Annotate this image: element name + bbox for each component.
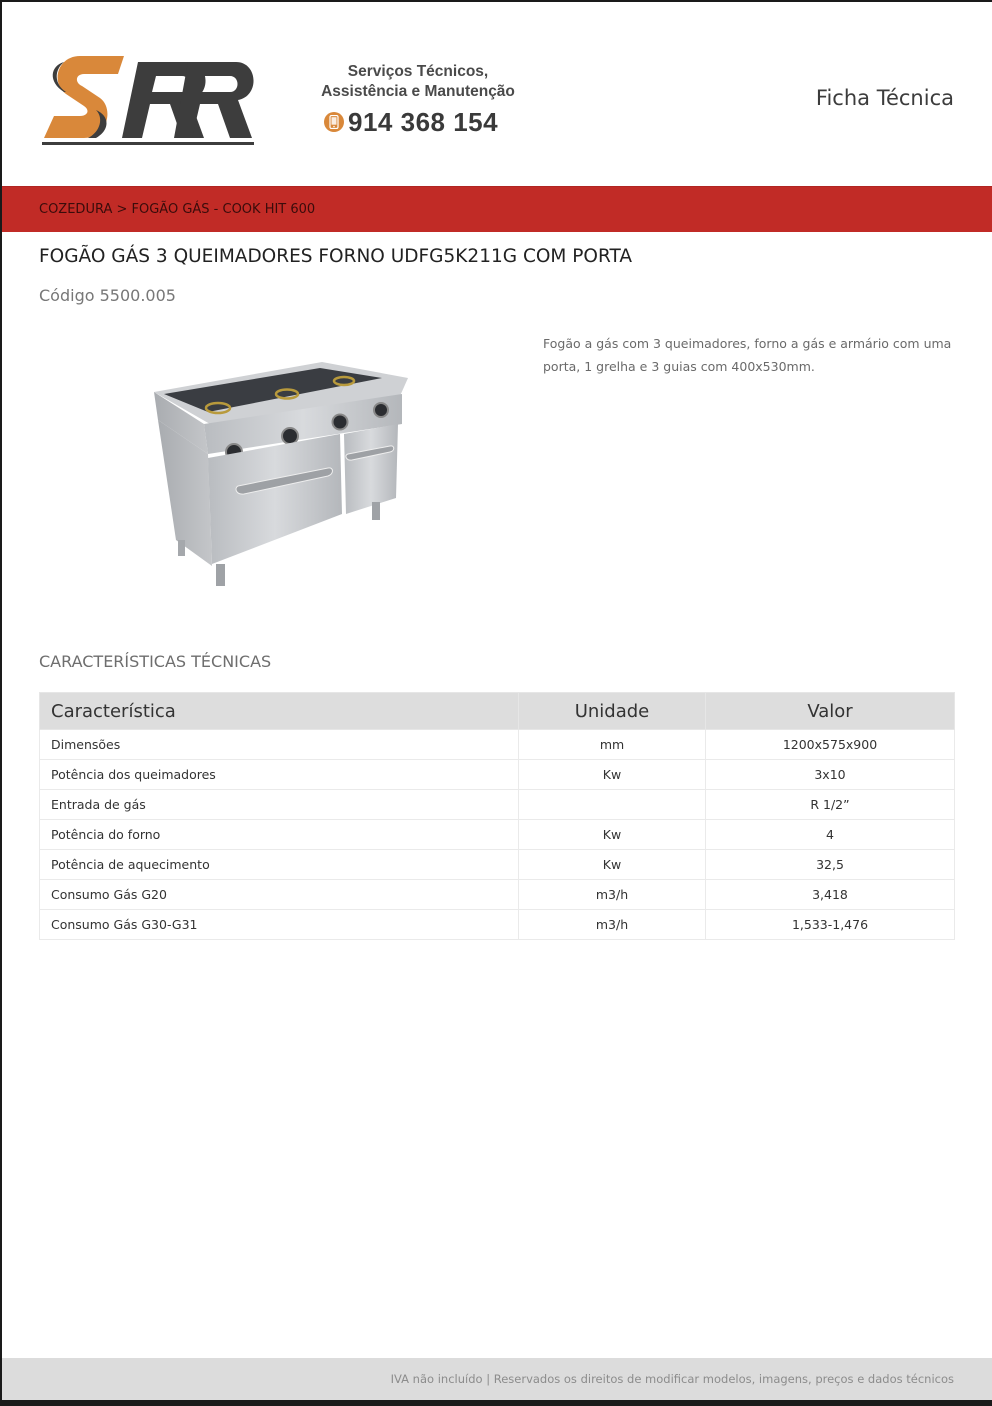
footer-disclaimer: IVA não incluído | Reservados os direitos de modificar modelos, imagens, preços e dados técnicos [390, 1372, 954, 1386]
spec-unit: m3/h [519, 880, 706, 910]
spec-name: Potência do forno [40, 820, 519, 850]
specs-table [39, 692, 955, 940]
column-header-characteristic: Característica [40, 693, 519, 730]
table-row [40, 760, 955, 790]
spec-sheet-page [2, 2, 992, 1400]
company-tagline [308, 62, 528, 102]
breadcrumb [2, 186, 992, 232]
product-description: Fogão a gás com 3 queimadores, forno a gás e armário com uma porta, 1 grelha e 3 guias com 400x530mm. [543, 336, 952, 374]
spec-unit: Kw [519, 760, 706, 790]
spec-unit: Kw [519, 820, 706, 850]
gas-stove-image [150, 354, 412, 590]
table-row [40, 820, 955, 850]
spec-value: 1,533-1,476 [706, 910, 955, 940]
spec-name: Dimensões [40, 730, 519, 760]
mobile-phone-icon [324, 112, 344, 132]
footer [2, 1358, 992, 1400]
specs-section-title: CARACTERÍSTICAS TÉCNICAS [39, 652, 272, 671]
srr-logo-icon [40, 52, 258, 148]
column-header-unit: Unidade [519, 693, 706, 730]
product-title: FOGÃO GÁS 3 QUEIMADORES FORNO UDFG5K211G COM PORTA [39, 246, 633, 267]
spec-unit: Kw [519, 850, 706, 880]
document-type-title: Ficha Técnica [815, 86, 954, 110]
spec-name: Potência de aquecimento [40, 850, 519, 880]
spec-unit: mm [519, 730, 706, 760]
spec-unit [519, 790, 706, 820]
table-row [40, 910, 955, 940]
spec-value: R 1/2” [706, 790, 955, 820]
spec-name: Entrada de gás [40, 790, 519, 820]
breadcrumb-text[interactable]: COZEDURA > FOGÃO GÁS - COOK HIT 600 [39, 202, 316, 217]
table-header-row [40, 693, 955, 730]
phone-number: 914 368 154 [348, 106, 499, 137]
column-header-value: Valor [706, 693, 955, 730]
spec-name: Consumo Gás G20 [40, 880, 519, 910]
header [2, 2, 992, 186]
table-row [40, 880, 955, 910]
table-row [40, 730, 955, 760]
spec-value: 32,5 [706, 850, 955, 880]
spec-value: 4 [706, 820, 955, 850]
table-row [40, 850, 955, 880]
spec-value: 3,418 [706, 880, 955, 910]
spec-unit: m3/h [519, 910, 706, 940]
window-bottom-edge [0, 1400, 992, 1406]
table-row [40, 790, 955, 820]
spec-name: Consumo Gás G30-G31 [40, 910, 519, 940]
phone-contact[interactable] [324, 106, 498, 138]
spec-value: 3x10 [706, 760, 955, 790]
spec-name: Potência dos queimadores [40, 760, 519, 790]
spec-value: 1200x575x900 [706, 730, 955, 760]
product-code: Código 5500.005 [39, 286, 176, 305]
tagline-line2: Assistência e Manutenção [321, 83, 515, 100]
tagline-line1: Serviços Técnicos, [347, 63, 489, 80]
